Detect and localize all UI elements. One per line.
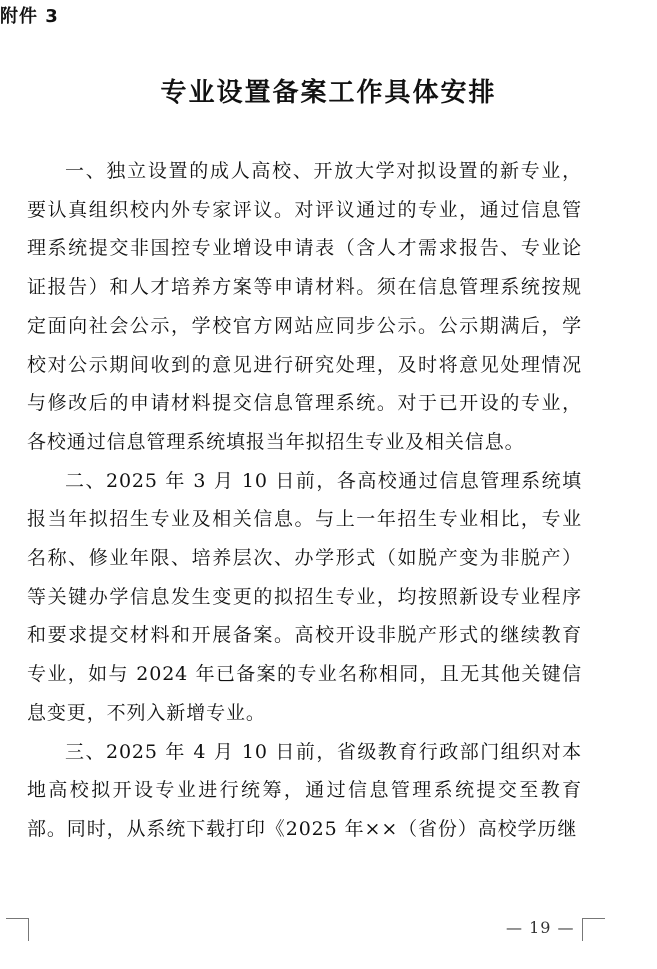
- page-number: — 19 —: [506, 918, 575, 937]
- document-body: [27, 152, 582, 849]
- paragraph-1: 一、独立设置的成人高校、开放大学对拟设置的新专业，要认真组织校内外专家评议。对评议通过的专业，通过信息管理系统提交非国控专业增设申请表（含人才需求报告、专业论证报告）和人才培养方案等申请材料。须在信息管理系统按规定面向社会公示，学校官方网站应同步公示。公示期满后，学校对公示期间收到的意见进行研究处理，及时将意见处理情况与修改后的申请材料提交信息管理系统。对于已开设的专业，各校通过信息管理系统填报当年拟招生专业及相关信息。: [27, 160, 582, 453]
- paragraph-3: 三、2025 年 4 月 10 日前，省级教育行政部门组织对本地高校拟开设专业进行统筹，通过信息管理系统提交至教育部。同时，从系统下载打印《2025 年××（省份）高校学历继: [27, 740, 582, 840]
- crop-mark-right: [582, 918, 605, 941]
- attachment-label: 附件 3: [0, 6, 59, 27]
- document-title: 专业设置备案工作具体安排: [160, 78, 497, 108]
- crop-mark-left: [6, 918, 29, 941]
- paragraph-2: 二、2025 年 3 月 10 日前，各高校通过信息管理系统填报当年拟招生专业及相关信息。与上一年招生专业相比，专业名称、修业年限、培养层次、办学形式（如脱产变为非脱产）等关键办学信息发生变更的拟招生专业，均按照新设专业程序和要求提交材料和开展备案。高校开设非脱产形式的继续教育专业，如与 2024 年已备案的专业名称相同，且无其他关键信息变更，不列入新增专业。: [27, 469, 582, 724]
